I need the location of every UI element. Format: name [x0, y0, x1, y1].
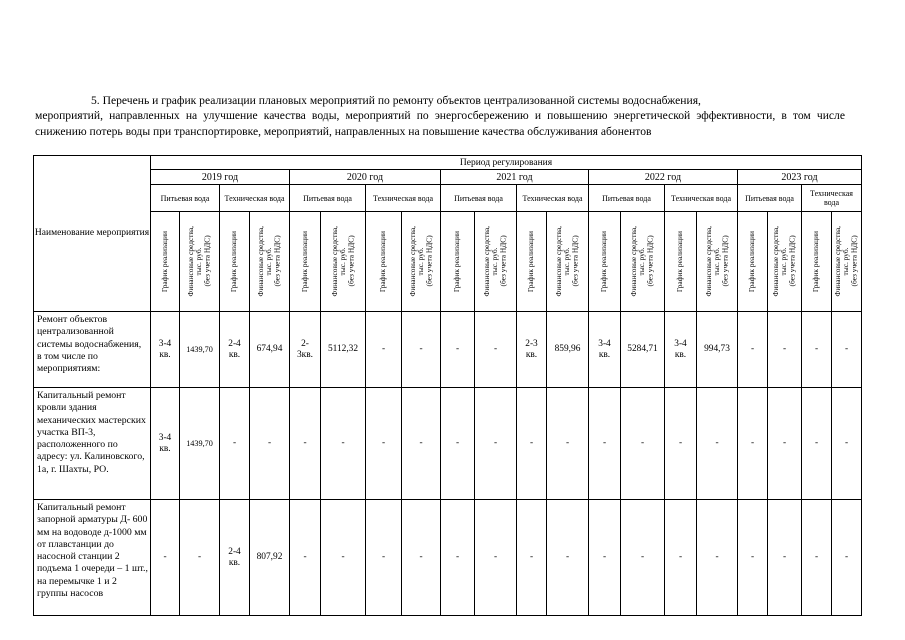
- finance-cell: -: [402, 388, 441, 500]
- schedule-cell: 3-4 кв.: [589, 312, 621, 388]
- table-row: [34, 388, 862, 500]
- row-name: Капитальный ремонт запорной арматуры Д- 600 мм на водоводе д-1000 мм от плавстанции до насосной станции 2 подъема 1 очереди – 1 шт., на перемычке 1 и 2 группы насосов: [34, 500, 151, 616]
- schedule-column-header: [517, 212, 547, 312]
- finance-cell: -: [832, 388, 862, 500]
- finance-column-header: [547, 212, 589, 312]
- schedule-cell: -: [441, 388, 475, 500]
- schedule-column-header: [802, 212, 832, 312]
- schedule-cell: -: [366, 500, 402, 616]
- finance-cell: -: [697, 500, 738, 616]
- finance-cell: 1439,70: [180, 388, 220, 500]
- schedule-column-header: [220, 212, 250, 312]
- schedule-label: График реализации: [229, 230, 239, 293]
- schedule-cell: -: [738, 312, 768, 388]
- finance-cell: -: [475, 500, 517, 616]
- finance-cell: -: [768, 312, 802, 388]
- schedule-cell: -: [738, 500, 768, 616]
- finance-label: Финансовые средства, тыс. руб. (без учета НДС): [256, 226, 282, 297]
- schedule-label: График реализации: [452, 230, 462, 293]
- technical-water-header: Техническая вода: [802, 185, 862, 212]
- finance-cell: -: [180, 500, 220, 616]
- finance-column-header: [250, 212, 290, 312]
- schedule-cell: -: [441, 500, 475, 616]
- schedule-column-header: [738, 212, 768, 312]
- schedule-cell: 3-4 кв.: [151, 388, 180, 500]
- schedule-label: График реализации: [299, 230, 309, 293]
- finance-cell: 674,94: [250, 312, 290, 388]
- finance-cell: -: [832, 500, 862, 616]
- finance-column-header: [321, 212, 366, 312]
- schedule-cell: -: [517, 500, 547, 616]
- schedule-cell: 2-3 кв.: [517, 312, 547, 388]
- technical-water-header: Техническая вода: [517, 185, 589, 212]
- finance-cell: -: [768, 388, 802, 500]
- drinking-water-header: Питьевая вода: [151, 185, 220, 212]
- finance-cell: -: [321, 388, 366, 500]
- year-header: 2023 год: [738, 170, 862, 185]
- heading-line-1: 5. Перечень и график реализации плановых мероприятий по ремонту объектов централизованной системы водоснабжения,: [91, 94, 701, 107]
- schedule-cell: 2-4 кв.: [220, 500, 250, 616]
- finance-cell: -: [621, 388, 665, 500]
- schedule-label: График реализации: [378, 230, 388, 293]
- schedule-cell: -: [366, 388, 402, 500]
- finance-cell: -: [402, 312, 441, 388]
- schedule-column-header: [366, 212, 402, 312]
- finance-column-header: [402, 212, 441, 312]
- heading-line-rest: мероприятий, направленных на улучшение качества воды, мероприятий по энергосбережению и повышению энергетической эффективности, в том числе снижению потерь воды при транспортировке, мероприятий, направленных на повышение качества обслуживания абонентов: [35, 109, 845, 138]
- finance-cell: 5112,32: [321, 312, 366, 388]
- schedule-label: График реализации: [811, 230, 821, 293]
- table-row: [34, 500, 862, 616]
- name-column-header: Наименование мероприятия: [34, 156, 151, 312]
- schedule-column-header: [151, 212, 180, 312]
- schedule-column-header: [665, 212, 697, 312]
- finance-cell: -: [547, 388, 589, 500]
- schedule-cell: 2- 3кв.: [290, 312, 321, 388]
- finance-cell: -: [475, 388, 517, 500]
- schedule-cell: 3-4 кв.: [151, 312, 180, 388]
- year-header: 2022 год: [589, 170, 738, 185]
- finance-label: Финансовые средства, тыс. руб. (без учета НДС): [629, 226, 655, 297]
- finance-cell: 1439,70: [180, 312, 220, 388]
- schedule-cell: -: [665, 500, 697, 616]
- schedule-cell: -: [589, 500, 621, 616]
- schedule-cell: -: [589, 388, 621, 500]
- finance-cell: 807,92: [250, 500, 290, 616]
- finance-column-header: [621, 212, 665, 312]
- schedule-label: График реализации: [526, 230, 536, 293]
- finance-cell: -: [768, 500, 802, 616]
- schedule-cell: -: [802, 312, 832, 388]
- row-name: Ремонт объектов централизованной системы водоснабжения, в том числе по мероприятиям:: [34, 312, 151, 388]
- finance-label: Финансовые средства, тыс. руб. (без учета НДС): [407, 226, 434, 297]
- schedule-cell: 3-4 кв.: [665, 312, 697, 388]
- finance-cell: 994,73: [697, 312, 738, 388]
- schedule-cell: -: [517, 388, 547, 500]
- drinking-water-header: Питьевая вода: [441, 185, 517, 212]
- table-row: [34, 312, 862, 388]
- schedule-cell: 2-4 кв.: [220, 312, 250, 388]
- schedule-cell: -: [441, 312, 475, 388]
- schedule-cell: -: [665, 388, 697, 500]
- finance-column-header: [475, 212, 517, 312]
- schedule-column-header: [441, 212, 475, 312]
- finance-label: Финансовые средства, тыс. руб. (без учета НДС): [186, 226, 212, 297]
- drinking-water-header: Питьевая вода: [290, 185, 366, 212]
- finance-label: Финансовые средства, тыс. руб. (без учета НДС): [771, 226, 797, 297]
- finance-cell: -: [832, 312, 862, 388]
- finance-cell: -: [402, 500, 441, 616]
- finance-cell: 5284,71: [621, 312, 665, 388]
- period-header: Период регулирования: [151, 156, 862, 170]
- schedule-table: [33, 155, 862, 616]
- schedule-cell: -: [290, 388, 321, 500]
- finance-cell: -: [621, 500, 665, 616]
- year-header: 2020 год: [290, 170, 441, 185]
- finance-cell: -: [250, 388, 290, 500]
- schedule-label: График реализации: [747, 230, 757, 293]
- schedule-cell: -: [738, 388, 768, 500]
- year-header: 2021 год: [441, 170, 589, 185]
- schedule-column-header: [290, 212, 321, 312]
- finance-column-header: [832, 212, 862, 312]
- drinking-water-header: Питьевая вода: [589, 185, 665, 212]
- drinking-water-header: Питьевая вода: [738, 185, 802, 212]
- finance-cell: -: [321, 500, 366, 616]
- finance-column-header: [697, 212, 738, 312]
- document-heading: [35, 93, 845, 139]
- finance-label: Финансовые средства, тыс. руб. (без учета НДС): [554, 226, 580, 297]
- schedule-cell: -: [366, 312, 402, 388]
- schedule-label: График реализации: [599, 230, 609, 293]
- schedule-cell: -: [151, 500, 180, 616]
- technical-water-header: Техническая вода: [665, 185, 738, 212]
- finance-cell: -: [547, 500, 589, 616]
- technical-water-header: Техническая вода: [220, 185, 290, 212]
- schedule-column-header: [589, 212, 621, 312]
- finance-cell: -: [475, 312, 517, 388]
- schedule-cell: -: [802, 500, 832, 616]
- schedule-cell: -: [220, 388, 250, 500]
- schedule-label: График реализации: [675, 230, 685, 293]
- schedule-label: График реализации: [159, 230, 169, 293]
- schedule-cell: -: [290, 500, 321, 616]
- row-name: Капитальный ремонт кровли здания механических мастерских участка ВП-3, расположенного по адресу: ул. Калиновского, 1а, г. Шахты, РО.: [34, 388, 151, 500]
- finance-label: Финансовые средства, тыс. руб. (без учета НДС): [482, 226, 508, 297]
- finance-label: Финансовые средства, тыс. руб. (без учета НДС): [703, 226, 730, 297]
- finance-label: Финансовые средства, тыс. руб. (без учета НДС): [329, 226, 356, 297]
- finance-column-header: [180, 212, 220, 312]
- finance-column-header: [768, 212, 802, 312]
- year-header: 2019 год: [151, 170, 290, 185]
- schedule-cell: -: [802, 388, 832, 500]
- technical-water-header: Техническая вода: [366, 185, 441, 212]
- finance-cell: 859,96: [547, 312, 589, 388]
- finance-cell: -: [697, 388, 738, 500]
- finance-label: Финансовые средства, тыс. руб. (без учета НДС): [833, 226, 859, 297]
